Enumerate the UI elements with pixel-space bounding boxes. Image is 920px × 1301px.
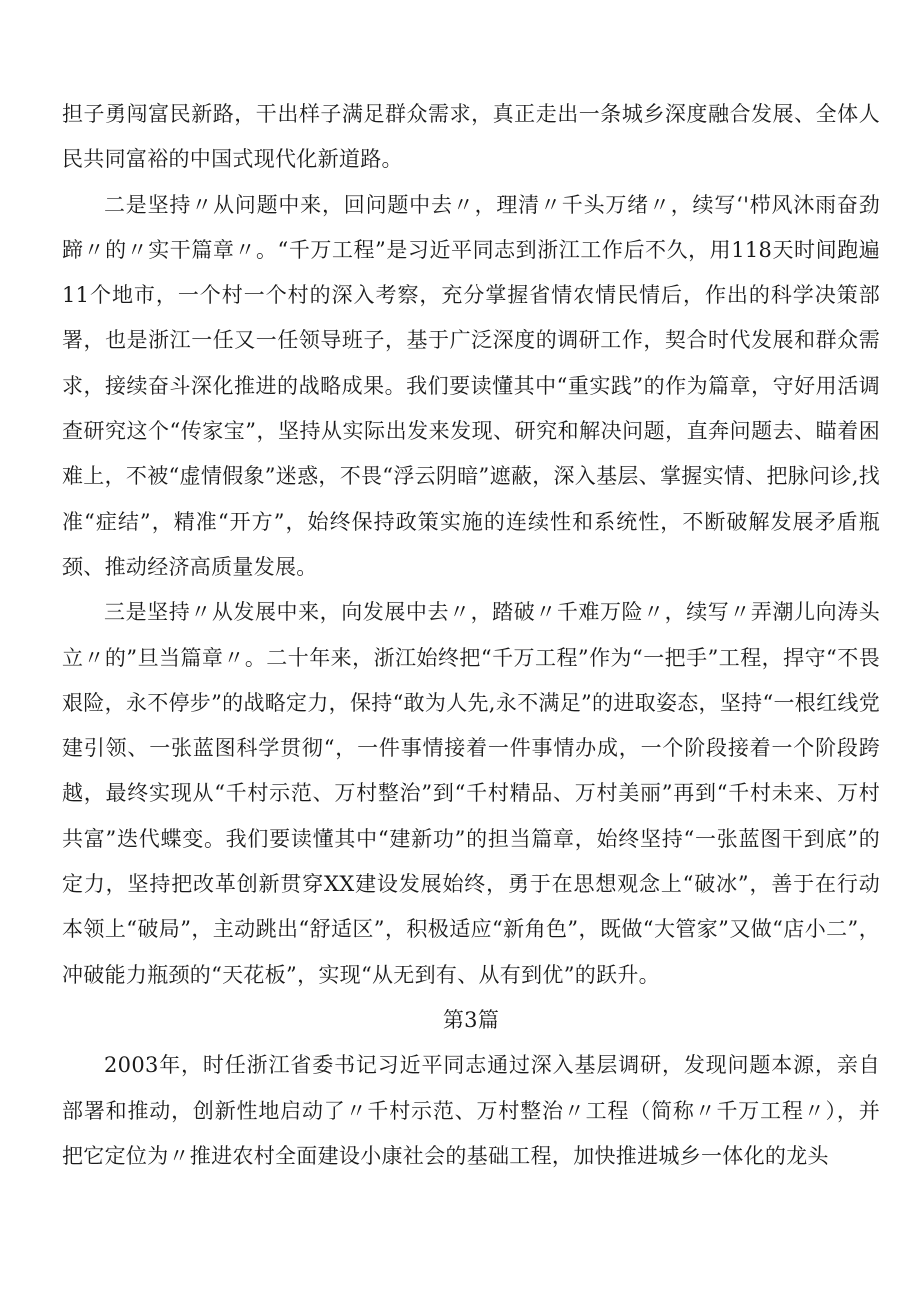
- section-heading: 第3篇: [442, 1007, 500, 1032]
- paragraph-section-three-intro: 2003年，时任浙江省委书记习近平同志通过深入基层调研，发现问题本源，亲自部署和推动，创新性地启动了〃千村示范、万村整治〃工程（简称〃千万工程〃），并把它定位为〃推进农村全面建设小康社会的基础工程，加快推进城乡一体化的龙头: [62, 1053, 880, 1168]
- paragraph-continuation: 担子勇闯富民新路，干出样子满足群众需求，真正走出一条城乡深度融合发展、全体人民共同富裕的中国式现代化新道路。: [62, 102, 880, 172]
- document-body: [62, 92, 880, 1179]
- paragraph-point-two: 二是坚持〃从问题中来，回问题中去〃，理清〃千头万绪〃，续写‘'栉风沐雨奋劲蹄〃的〃实干篇章〃。“千万工程”是习近平同志到浙江工作后不久，用118天时间跑遍11个地市，一个村一个村的深入考察，充分掌握省情农情民情后，作出的科学决策部署，也是浙江一任又一任领导班子，基于广泛深度的调研工作，契合时代发展和群众需求，接续奋斗深化推进的战略成果。我们要读懂其中“重实践”的作为篇章，守好用活调查研究这个“传家宝”，坚持从实际出发来发现、研究和解决问题，直奔问题去、瞄着困难上，不被“虚情假象”迷惑，不畏“浮云阴暗”遮蔽，深入基层、掌握实情、把脉问诊,找准“症结”，精准“开方”，始终保持政策实施的连续性和系统性，不断破解发展矛盾瓶颈、推动经济高质量发展。: [62, 192, 880, 579]
- paragraph-point-three: 三是坚持〃从发展中来，向发展中去〃，踏破〃千难万险〃，续写〃弄潮儿向涛头立〃的”旦当篇章〃。二十年来，浙江始终把“千万工程”作为“一把手”工程，捍守“不畏艰险，永不停步”的战略定力，保持“敢为人先,永不满足”的进取姿态，坚持“一根红线党建引领、一张蓝图科学贯彻“，一件事情接着一件事情办成，一个阶段接着一个阶段跨越，最终实现从“千村示范、万村整治”到“千村精品、万村美丽”再到“千村未来、万村共富”迭代蝶变。我们要读懂其中“建新功”的担当篇章，始终坚持“一张蓝图干到底”的定力，坚持把改革创新贯穿XX建设发展始终，勇于在思想观念上“破冰”，善于在行动本领上“破局”，主动跳出“舒适区”，积极适应“新角色”，既做“大管家”又做“店小二”，冲破能力瓶颈的“天花板”，实现“从无到有、从有到优”的跃升。: [62, 600, 880, 987]
